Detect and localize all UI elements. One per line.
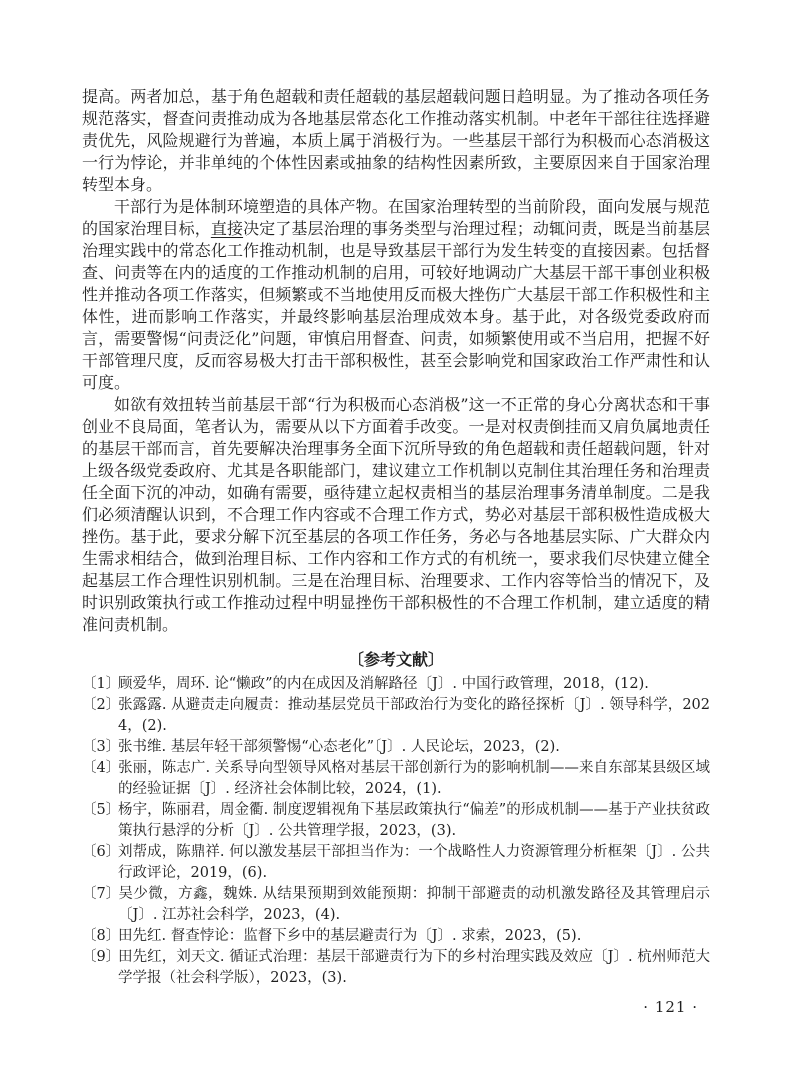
reference-item xyxy=(82,800,710,842)
reference-label: 〔9〕 xyxy=(82,949,121,965)
reference-item xyxy=(82,737,710,758)
reference-item xyxy=(82,884,710,926)
reference-label: 〔2〕 xyxy=(82,697,121,713)
paragraph-text: 决定了基层治理的事务类型与治理过程；动辄问责，既是当前基层治理实践中的常态化工作推动机制，也是导致基层干部行为发生转变的直接因素。包括督查、问责等在内的适度的工作推动机制的启用，可较好地调动广大基层干部干事创业积极性并推动各项工作落实，但频繁或不当地使用反而极大挫伤广大基层干部工作积极性和主体性，进而影响工作落实，并最终影响基层治理成效本身。基于此，对各级党委政府而言，需要警惕“问责泛化”问题，审慎启用督查、问责，如频繁使用或不当启用，把握不好干部管理尺度，反而容易极大打击干部积极性，甚至会影响党和国家政治工作严肃性和认可度。 xyxy=(82,219,710,392)
reference-text: 张丽，陈志广. 关系导向型领导风格对基层干部创新行为的影响机制——来自东部某县级区域的经验证据〔J〕. 经济社会体制比较，2024，(1). xyxy=(118,760,710,797)
reference-item xyxy=(82,926,710,947)
reference-text: 顾爱华，周环. 论“懒政”的内在成因及消解路径〔J〕. 中国行政管理，2018，(12). xyxy=(118,676,649,692)
paragraph-text: 如欲有效扭转当前基层干部“行为积极而心态消极”这一不正常的身心分离状态和干事创业不良局面，笔者认为，需要从以下方面着手改变。一是对权责倒挂而又肩负属地责任的基层干部而言，首先要解决治理事务全面下沉所导致的角色超载和责任超载问题，针对上级各级党委政府、尤其是各职能部门，建议建立工作机制以克制住其治理任务和治理责任全面下沉的冲动，如确有需要，亟待建立起权责相当的基层治理事务清单制度。二是我们必须清醒认识到，不合理工作内容或不合理工作方式，势必对基层干部积极性造成极大挫伤。基于此，要求分解下沉至基层的各项工作任务，务必与各地基层实际、广大群众内生需求相结合，做到治理目标、工作内容和工作方式的有机统一，要求我们尽快建立健全起基层工作合理性识别机制。三是在治理目标、治理要求、工作内容等恰当的情况下，及时识别政策执行或工作推动过程中明显挫伤干部积极性的不合理工作机制，建立适度的精准问责机制。 xyxy=(82,395,710,634)
reference-label: 〔3〕 xyxy=(82,739,121,755)
reference-item xyxy=(82,842,710,884)
reference-item xyxy=(82,674,710,695)
references-list xyxy=(82,674,710,989)
reference-label: 〔5〕 xyxy=(82,802,121,818)
reference-text: 吴少微，方鑫，魏姝. 从结果预期到效能预期：抑制干部避责的动机激发路径及其管理启示〔J〕. 江苏社会科学，2023，(4). xyxy=(118,886,710,923)
reference-label: 〔6〕 xyxy=(82,844,121,860)
paragraph-text: 提高。两者加总，基于角色超载和责任超载的基层超载问题日趋明显。为了推动各项任务规范落实，督查问责推动成为各地基层常态化工作推动落实机制。中老年干部往往选择避责优先，风险规避行为普遍，本质上属于消极行为。一些基层干部行为积极而心态消极这一行为悖论，并非单纯的个体性因素或抽象的结构性因素所致，主要原因来自于国家治理转型本身。 xyxy=(82,87,710,194)
reference-label: 〔4〕 xyxy=(82,760,121,776)
paragraph-text: 干部行为是体制环境塑造的具体产物。在国家治理转型的当前阶段，面向发展与规范的国家治理目标， xyxy=(82,197,710,238)
reference-text: 田先红，刘天文. 循证式治理：基层干部避责行为下的乡村治理实践及效应〔J〕. 杭州师范大学学报（社会科学版），2023，(3). xyxy=(118,949,710,986)
reference-text: 张露露. 从避责走向履责：推动基层党员干部政治行为变化的路径探析〔J〕. 领导科学，2024，(2). xyxy=(118,697,710,734)
body-paragraph xyxy=(82,196,710,394)
reference-text: 杨宇，陈丽君，周金衢. 制度逻辑视角下基层政策执行“偏差”的形成机制——基于产业扶贫政策执行悬浮的分析〔J〕. 公共管理学报，2023，(3). xyxy=(118,802,710,839)
reference-label: 〔7〕 xyxy=(82,886,121,902)
reference-label: 〔8〕 xyxy=(82,928,121,944)
reference-item xyxy=(82,947,710,989)
body-paragraph xyxy=(82,86,710,196)
references-heading: 〔参考文献〕 xyxy=(347,650,444,669)
reference-text: 张书维. 基层年轻干部须警惕“心态老化”〔J〕. 人民论坛，2023，(2). xyxy=(118,739,560,755)
underlined-text: 直接 xyxy=(210,219,244,238)
reference-text: 田先红. 督查悖论：监督下乡中的基层避责行为〔J〕. 求索，2023，(5). xyxy=(118,928,582,944)
reference-label: 〔1〕 xyxy=(82,676,121,692)
reference-item xyxy=(82,758,710,800)
reference-text: 刘帮成，陈鼎祥. 何以激发基层干部担当作为：一个战略性人力资源管理分析框架〔J〕. 公共行政评论，2019，(6). xyxy=(118,844,710,881)
page-number: · 121 · xyxy=(643,998,698,1016)
body-paragraphs xyxy=(82,86,710,636)
reference-item xyxy=(82,695,710,737)
body-paragraph xyxy=(82,394,710,636)
